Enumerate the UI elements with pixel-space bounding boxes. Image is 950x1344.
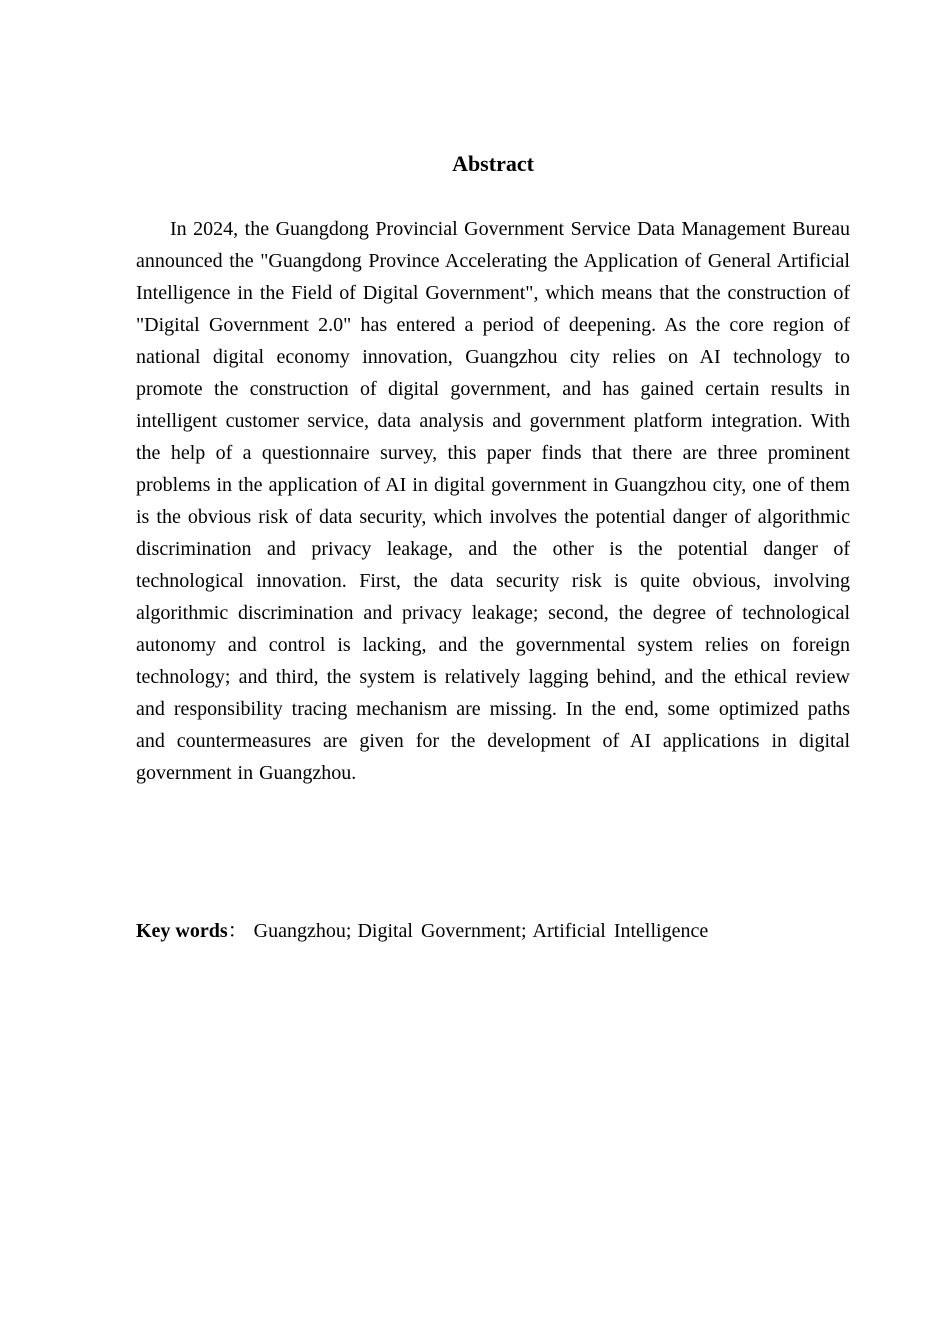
keywords-line bbox=[136, 915, 850, 947]
abstract-title: Abstract bbox=[452, 151, 534, 176]
keyword-item: Artificial Intelligence bbox=[532, 920, 709, 942]
keyword-separator: ; bbox=[520, 920, 527, 942]
keywords-label: Key words bbox=[136, 920, 228, 942]
keyword-item: Guangzhou bbox=[253, 920, 346, 942]
abstract-body: In 2024, the Guangdong Provincial Government Service Data Management Bureau announced the "Guangdong Province Accelerating the Application of General Artificial Intelligence in the Field of Digital Government", which means that the construction of "Digital Government 2.0" has entered a period of deepening. As the core region of national digital economy innovation, Guangzhou city relies on AI technology to promote the construction of digital government, and has gained certain results in intelligent customer service, data analysis and government platform integration. With the help of a questionnaire survey, this paper finds that there are three prominent problems in the application of AI in digital government in Guangzhou city, one of them is the obvious risk of data security, which involves the potential danger of algorithmic discrimination and privacy leakage, and the other is the potential danger of technological innovation. First, the data security risk is quite obvious, involving algorithmic discrimination and privacy leakage; second, the degree of technological autonomy and control is lacking, and the governmental system relies on foreign technology; and third, the system is relatively lagging behind, and the ethical review and responsibility tracing mechanism are missing. In the end, some optimized paths and countermeasures are given for the development of AI applications in digital government in Guangzhou. bbox=[136, 218, 850, 784]
keyword-item: Digital Government bbox=[357, 920, 521, 942]
keyword-separator: ; bbox=[345, 920, 352, 942]
keywords-separator: ： bbox=[227, 920, 248, 942]
